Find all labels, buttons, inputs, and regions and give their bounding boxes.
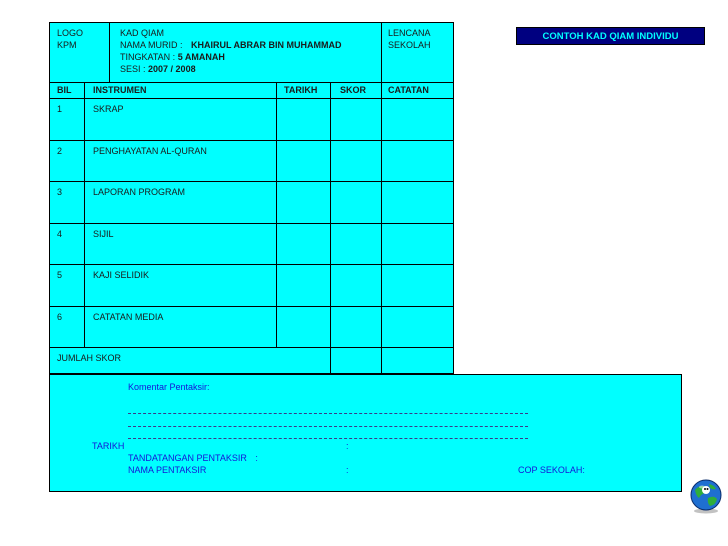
row-instrument: CATATAN MEDIA bbox=[93, 312, 164, 322]
logo-label: LOGO bbox=[57, 28, 84, 38]
column-divider-bil bbox=[84, 82, 85, 347]
school-stamp-label: COP SEKOLAH: bbox=[518, 465, 585, 475]
column-header-instrumen: INSTRUMEN bbox=[93, 85, 147, 95]
form-label: TINGKATAN : bbox=[120, 52, 176, 62]
row-line bbox=[50, 223, 453, 224]
column-header-line bbox=[50, 98, 453, 99]
student-name: KHAIRUL ABRAR BIN MUHAMMAD bbox=[191, 40, 342, 50]
header-divider bbox=[109, 23, 110, 82]
column-header-bil: BIL bbox=[57, 85, 72, 95]
column-divider-catatan bbox=[381, 23, 382, 373]
row-instrument: SKRAP bbox=[93, 104, 124, 114]
row-number: 2 bbox=[57, 146, 63, 156]
column-header-catatan: CATATAN bbox=[388, 85, 429, 95]
comment-label: Komentar Pentaksir: bbox=[128, 382, 210, 392]
student-row bbox=[120, 40, 342, 51]
globe-icon bbox=[689, 478, 723, 514]
signature-colon: : bbox=[255, 453, 258, 463]
row-line bbox=[50, 306, 453, 307]
date-colon: : bbox=[346, 441, 349, 451]
signature-label bbox=[128, 453, 258, 464]
assessor-comment-box bbox=[49, 374, 682, 492]
total-score-label: JUMLAH SKOR bbox=[57, 353, 122, 363]
row-line bbox=[50, 347, 453, 348]
date-label: TARIKH bbox=[92, 441, 125, 451]
header-bottom-line bbox=[50, 82, 453, 83]
signature-label-text: TANDATANGAN PENTAKSIR bbox=[128, 453, 247, 463]
session-value: 2007 / 2008 bbox=[148, 64, 196, 74]
row-number: 4 bbox=[57, 229, 63, 239]
form-value: 5 AMANAH bbox=[177, 52, 225, 62]
example-card-label bbox=[516, 27, 705, 45]
student-label: NAMA MURID : bbox=[120, 40, 183, 50]
row-number: 6 bbox=[57, 312, 63, 322]
row-line bbox=[50, 264, 453, 265]
row-line bbox=[50, 181, 453, 182]
column-divider-tarikh bbox=[276, 82, 277, 347]
badge-label: LENCANA bbox=[388, 28, 431, 38]
row-line bbox=[50, 140, 453, 141]
comment-line bbox=[128, 413, 528, 414]
assessor-name-colon: : bbox=[346, 465, 349, 475]
qiam-card bbox=[49, 22, 454, 374]
session-row bbox=[120, 64, 196, 75]
row-instrument: KAJI SELIDIK bbox=[93, 270, 150, 280]
row-number: 1 bbox=[57, 104, 63, 114]
example-card-label-text: CONTOH KAD QIAM INDIVIDU bbox=[542, 30, 679, 42]
column-header-skor: SKOR bbox=[340, 85, 367, 95]
row-instrument: PENGHAYATAN AL-QURAN bbox=[93, 146, 207, 156]
card-title: KAD QIAM bbox=[120, 28, 165, 38]
badge-label-school: SEKOLAH bbox=[388, 40, 431, 50]
logo-label-kpm: KPM bbox=[57, 40, 77, 50]
session-label: SESI : bbox=[120, 64, 146, 74]
column-divider-skor bbox=[330, 82, 331, 373]
column-header-tarikh: TARIKH bbox=[284, 85, 318, 95]
row-instrument: SIJIL bbox=[93, 229, 114, 239]
assessor-name-label: NAMA PENTAKSIR bbox=[128, 465, 207, 475]
row-instrument: LAPORAN PROGRAM bbox=[93, 187, 186, 197]
comment-line bbox=[128, 426, 528, 427]
form-row bbox=[120, 52, 225, 63]
comment-line bbox=[128, 438, 528, 439]
row-number: 3 bbox=[57, 187, 63, 197]
row-number: 5 bbox=[57, 270, 63, 280]
